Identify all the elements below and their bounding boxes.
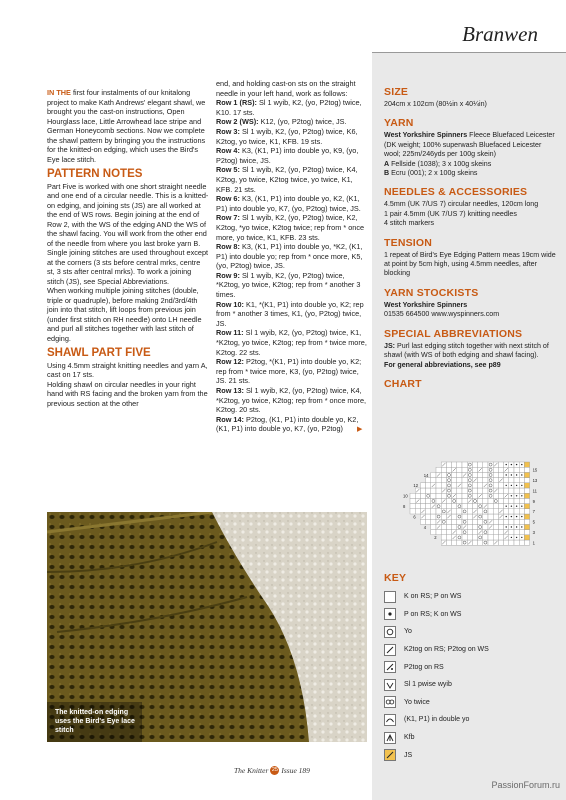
- kfb-symbol-icon: [384, 732, 396, 744]
- row-label: Row 3:: [216, 126, 240, 136]
- row-instruction: [216, 386, 368, 415]
- chart-heading: CHART: [384, 377, 422, 390]
- key-item: [384, 729, 556, 747]
- chart-row-label: 2: [434, 535, 437, 541]
- key-item: [384, 623, 556, 641]
- double-circle-symbol-icon: [384, 696, 396, 708]
- special-abbr-text: [384, 342, 556, 370]
- column-middle: [216, 79, 368, 435]
- row-instruction: [216, 271, 368, 300]
- tension-heading: TENSION: [384, 236, 433, 249]
- shawl-part-five-heading: SHAWL PART FIVE: [47, 347, 151, 359]
- slash-dot-symbol-icon: [384, 661, 396, 673]
- row-instructions: [216, 98, 368, 435]
- chart-row-label: 10: [403, 493, 408, 499]
- key-label: (K1, P1) in double yo: [404, 716, 470, 724]
- size-heading: SIZE: [384, 86, 409, 98]
- row-text: Sl 1 wyib, K2, (yo, P2tog) twice, *K2tog, yo twice, K2tog; rep from * another 3 times.: [216, 270, 361, 300]
- photo-caption: The knitted-on edging uses the Bird's Eye lace stitch: [55, 709, 135, 734]
- row-text: Sl 1 wyib, K2, (yo, P2tog) twice, K10. 17 sts.: [216, 98, 362, 117]
- key-item: [384, 676, 556, 694]
- row-label: Row 1 (RS):: [216, 98, 257, 108]
- col2-intro: end, and holding cast-on sts on the straight needle in your left hand, work as follows:: [216, 79, 356, 98]
- yarn-b-label: B: [384, 169, 390, 178]
- stockist-name: West Yorkshire Spinners: [384, 300, 468, 309]
- row-label: Row 7:: [216, 213, 240, 223]
- needles-line: 4 stitch markers: [384, 219, 435, 228]
- magazine-name: The Knitter: [234, 766, 269, 775]
- page-footer: [234, 766, 310, 775]
- chart-row-label: 11: [532, 488, 537, 494]
- slash-symbol-icon: [384, 644, 396, 656]
- key-label: JS: [404, 751, 413, 759]
- pattern-title: Branwen: [462, 22, 538, 46]
- pattern-notes-p1: Part Five is worked with one short straight needle and one end of a circular needle. This is a knitted-on edging, and joining sts (JS) are all worked at the end of WS rows. Begin joining at the end of Row 2, with the WS of the edging AND the WS of the shawl facing. You will work from the other end of the needle from where you last broke yarn B. Single joining stitches are used throughout except at the corners (3 sts before central mrks, centre st, 3 sts after central mrks). To work a joining stitch (JS), see Special Abbreviations.: [47, 181, 209, 286]
- issue-number: Issue 189: [281, 766, 310, 775]
- chart-row-label: 9: [532, 498, 535, 504]
- row-label: Row 8:: [216, 242, 240, 252]
- row-label: Row 14:: [216, 414, 244, 424]
- chart-row-label: 15: [532, 467, 538, 473]
- row-text: Sl 1 wyib, K2, (yo, P2tog) twice, K1, *K2tog, yo twice, K2tog; rep from * twice more, K2tog. 22 sts.: [216, 328, 367, 357]
- row-label: Row 9:: [216, 270, 240, 280]
- key-label: P2tog on RS: [404, 663, 444, 671]
- key-item: [384, 641, 556, 659]
- yarn-a-text: Fellside (1038); 3 x 100g skeins: [389, 159, 492, 168]
- row-text: P2tog, (K1, P1) into double yo, K2, (K1, P1) into double yo, K7, (yo, P2tog): [216, 414, 359, 434]
- row-text: K3, (K1, P1) into double yo, *K2, (K1, P1) into double yo; rep from * once more, K5, (yo, P2tog) twice, JS.: [216, 242, 363, 271]
- pattern-notes-p2: When working multiple joining stitches (double, triple or quadruple), before making 2nd/3rd/4th join into that stitch, lift loops from previous join (under first stitch on RH needle) onto LH needle and purl all stitches together with last stitch of edging.: [47, 286, 202, 343]
- shawl-part-five-p2: Holding shawl on circular needles in your right hand with RS facing and the broken yarn from the previous section at the other: [47, 379, 208, 408]
- key-list: [384, 588, 556, 764]
- size-text: 204cm x 102cm (80½in x 40¼in): [384, 100, 487, 108]
- js-symbol-icon: [384, 749, 396, 761]
- stockists-heading: YARN STOCKISTS: [384, 286, 479, 299]
- chart-key: [384, 572, 556, 764]
- row-text: K12, (yo, P2tog) twice, JS.: [258, 117, 347, 127]
- circle-symbol-icon: [384, 626, 396, 638]
- key-item: [384, 588, 556, 606]
- side-panel-content: [384, 86, 556, 392]
- shawl-part-five-p1: Using 4.5mm straight knitting needles and yarn A, cast on 17 sts.: [47, 360, 208, 379]
- key-label: K on RS; P on WS: [404, 593, 462, 601]
- row-text: P2tog, *(K1, P1) into double yo, K2; rep from * twice more, K3, (yo, P2tog) twice, JS. 21 sts.: [216, 357, 362, 386]
- key-label: Sl 1 pwise wyib: [404, 681, 452, 689]
- chart-row-label: 6: [413, 514, 416, 520]
- chart-row-label: 7: [532, 509, 535, 515]
- yarn-desc: Fleece Bluefaced Leicester (DK weight; 100% superwash Bluefaced Leicester wool; 225m/246yds per 100g skein): [384, 131, 555, 159]
- key-label: K2tog on RS; P2tog on WS: [404, 646, 489, 654]
- continue-arrow-icon: ▶: [356, 426, 363, 434]
- shawl-photo: [47, 512, 367, 742]
- row-instruction: [216, 127, 368, 146]
- intro-text: first four instalments of our knitalong project to make Kath Andrews' elegant shawl, we brought you the cast-on instructions, Open Hourglass lace, Little Arrowhead lace stripe and German Honeycomb sections. Now we complete the shawl pattern by bringing you the instructions for the knitted-on edging, which uses the Bird's Eye lace stitch.: [47, 88, 206, 164]
- row-label: Row 10:: [216, 299, 244, 309]
- key-label: Yo twice: [404, 698, 430, 706]
- row-label: Row 5:: [216, 165, 240, 175]
- key-item: [384, 746, 556, 764]
- row-text: K1, *(K1, P1) into double yo, K2; rep from * another 3 times, K1, (yo, P2tog) twice, JS.: [216, 299, 364, 328]
- stitch-chart: [396, 456, 556, 552]
- chart-row-label: 1: [532, 540, 535, 546]
- js-label: JS:: [384, 341, 396, 350]
- chart-row-label: 14: [423, 472, 429, 478]
- watermark: PassionForum.ru: [491, 780, 560, 790]
- chart-row-label: 8: [403, 504, 406, 509]
- key-item: [384, 694, 556, 712]
- key-label: Yo: [404, 628, 412, 636]
- tension-text: 1 repeat of Bird's Eye Edging Pattern meas 19cm wide at point by 5cm high, using 4.5mm needles, after blocking: [384, 250, 556, 278]
- key-item: [384, 606, 556, 624]
- v-symbol-icon: [384, 679, 396, 691]
- row-instruction: [216, 213, 368, 242]
- chart-row-label: 12: [413, 483, 419, 489]
- key-label: Kfb: [404, 734, 415, 742]
- blank-symbol-icon: [384, 591, 396, 603]
- row-text: Sl 1 wyib, K2, (yo, P2tog) twice, K4, *K2tog, yo twice, K2tog; rep from * once more, K2tog. 20 sts.: [216, 386, 367, 415]
- row-text: Sl 1 wyib, K2, (yo, P2tog) twice, K6, K2tog, yo twice, K1, KFB. 19 sts.: [216, 126, 358, 146]
- needles-line: 1 pair 4.5mm (UK 7/US 7) knitting needles: [384, 209, 517, 218]
- row-instruction: [216, 328, 368, 357]
- arc-symbol-icon: [384, 714, 396, 726]
- row-text: K3, (K1, P1) into double yo, K2, (K1, P1) into double yo, K7, (yo, P2tog) twice, JS.: [216, 194, 361, 213]
- row-label: Row 4:: [216, 146, 240, 156]
- chart-row-label: 5: [532, 519, 535, 525]
- row-label: Row 12:: [216, 357, 244, 367]
- row-label: Row 2 (WS):: [216, 117, 259, 127]
- js-text: Purl last edging stitch together with next stitch of shawl (with WS of both edging and shawl facing).: [384, 341, 549, 360]
- row-instruction: [216, 357, 368, 386]
- row-text: K3, (K1, P1) into double yo, K9, (yo, P2tog) twice, JS.: [216, 146, 359, 165]
- stockist-contact: 01535 664500 www.wyspinners.com: [384, 310, 500, 319]
- key-item: [384, 658, 556, 676]
- needles-text: [384, 200, 556, 228]
- needles-line: 4.5mm (UK 7/US 7) circular needles, 120cm long: [384, 200, 539, 209]
- row-instruction: [216, 98, 368, 117]
- row-label: Row 11:: [216, 328, 244, 338]
- key-label: P on RS; K on WS: [404, 610, 462, 618]
- stockists-text: [384, 301, 556, 320]
- page-number: 25: [271, 767, 278, 773]
- row-label: Row 6:: [216, 194, 240, 204]
- general-abbr-ref: For general abbreviations, see p89: [384, 360, 501, 369]
- column-left: [47, 88, 209, 408]
- row-text: Sl 1 wyib, K2, (yo, P2tog) twice, K4, K2tog, yo twice, K2tog twice, yo twice, K1, KFB. 21 sts.: [216, 165, 358, 194]
- yarn-heading: YARN: [384, 117, 414, 130]
- row-instruction: [216, 194, 368, 213]
- row-instruction: [216, 300, 368, 329]
- row-instruction: [216, 117, 368, 127]
- chart-row-label: 3: [532, 530, 535, 535]
- pattern-notes-heading: PATTERN NOTES: [47, 168, 143, 180]
- row-instruction: [216, 146, 368, 165]
- dot-symbol-icon: [384, 608, 396, 620]
- row-text: Sl 1 wyib, K2, (yo, P2tog) twice, K2, K2tog, *yo twice, K2tog twice; rep from * once more, yo twice, K1, KFB. 23 sts.: [216, 213, 365, 242]
- row-label: Row 13:: [216, 386, 244, 395]
- chart-row-label: 13: [532, 478, 538, 483]
- intro-paragraph: [47, 88, 209, 164]
- special-abbr-heading: SPECIAL ABBREVIATIONS: [384, 327, 523, 340]
- key-item: [384, 711, 556, 729]
- yarn-text: [384, 131, 556, 178]
- yarn-brand: West Yorkshire Spinners: [384, 131, 468, 140]
- yarn-a-label: A: [384, 159, 390, 168]
- row-instruction: [216, 165, 368, 194]
- title-rule: [372, 52, 566, 53]
- row-instruction: [216, 242, 368, 271]
- needles-heading: NEEDLES & ACCESSORIES: [384, 186, 528, 199]
- yarn-b-text: Ecru (001); 2 x 100g skeins: [389, 169, 478, 178]
- chart-row-label: 4: [423, 524, 427, 530]
- row-instruction: [216, 415, 368, 435]
- key-heading: KEY: [384, 572, 407, 584]
- intro-lead: IN THE: [47, 88, 71, 97]
